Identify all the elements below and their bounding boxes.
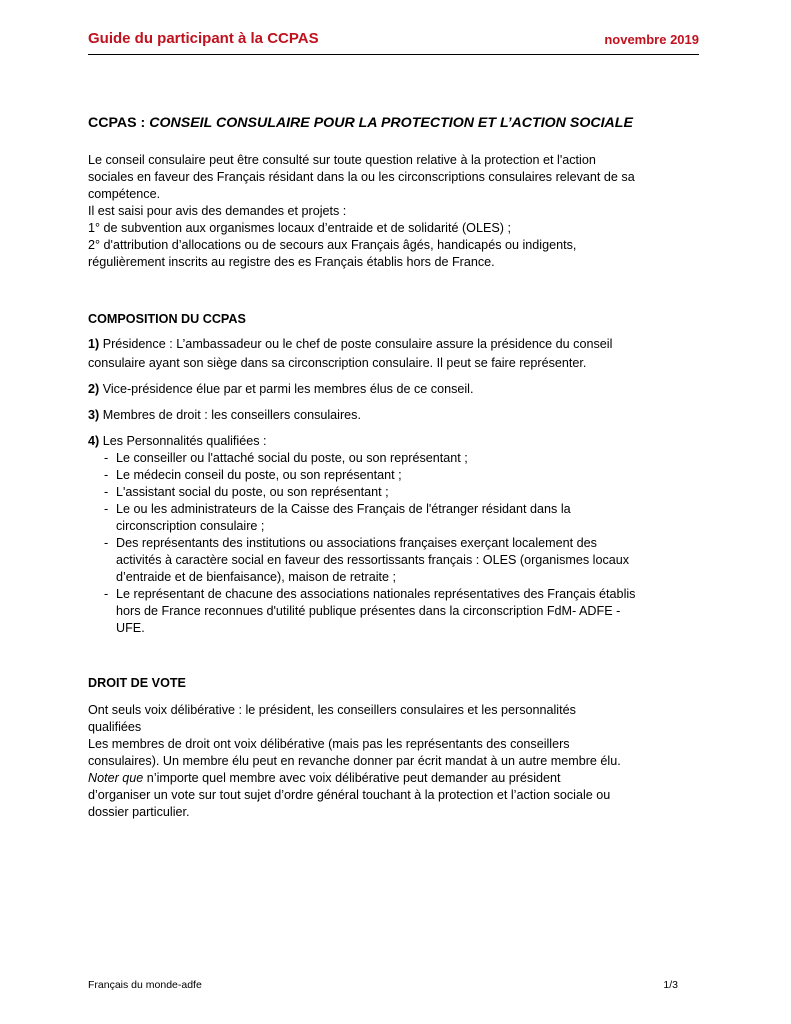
composition-item-4 — [88, 433, 708, 637]
list-item: - Le représentant de chacune des associations nationales représentatives des Français établis hors de France reconnues d'utilité publique présentes dans la circonscription FdM- ADFE - UFE. — [104, 586, 708, 637]
vote-line: Ont seuls voix délibérative : le président, les conseillers consulaires et les personnalités — [88, 703, 576, 717]
intro-line: Le conseil consulaire peut être consulté sur toute question relative à la protection et l'action — [88, 153, 596, 167]
intro-line: 1° de subvention aux organismes locaux d’entraide et de solidarité (OLES) ; — [88, 221, 511, 235]
item-text: Vice-présidence élue par et parmi les membres élus de ce conseil. — [99, 382, 474, 396]
composition-item-3 — [88, 407, 708, 424]
vote-section — [88, 675, 708, 821]
page-number: 1/3 — [663, 979, 678, 991]
composition-heading: COMPOSITION DU CCPAS — [88, 312, 246, 326]
vote-line: qualifiées — [88, 720, 142, 734]
page-header — [88, 30, 699, 55]
item-text: Membres de droit : les conseillers consulaires. — [99, 408, 361, 422]
document-title — [88, 113, 708, 133]
vote-heading: DROIT DE VOTE — [88, 676, 186, 690]
intro-line: sociales en faveur des Français résidant dans la ou les circonscriptions consulaires relevant de sa — [88, 170, 635, 184]
list-item: - Le conseiller ou l'attaché social du poste, ou son représentant ; — [104, 450, 708, 467]
vote-line: d’organiser un vote sur tout sujet d’ordre général touchant à la protection et l’action sociale ou — [88, 788, 611, 802]
list-item: - Des représentants des institutions ou associations françaises exerçant localement des activités à caractère social en faveur des ressortissants français : OLES (organismes locaux d’entraide et de bienfaisance), maison de retraite ; — [104, 535, 708, 586]
vote-line: Les membres de droit ont voix délibérative (mais pas les représentants des conseillers — [88, 737, 570, 751]
item-text: consulaire ayant son siège dans sa circonscription consulaire. Il peut se faire représenter. — [88, 356, 587, 370]
item-number: 3) — [88, 408, 100, 422]
intro-line: 2° d'attribution d’allocations ou de secours aux Français âgés, handicapés ou indigents, — [88, 238, 577, 252]
title-prefix: CCPAS : — [88, 115, 150, 131]
note-emphasis: Noter que — [88, 771, 144, 785]
item-number: 4) — [88, 434, 100, 448]
list-item: - Le médecin conseil du poste, ou son représentant ; — [104, 467, 708, 484]
intro-line: compétence. — [88, 187, 161, 201]
composition-item-2 — [88, 381, 708, 398]
item-number: 2) — [88, 382, 100, 396]
intro-line: régulièrement inscrits au registre des es Français établis hors de France. — [88, 255, 495, 269]
intro-line: Il est saisi pour avis des demandes et projets : — [88, 204, 347, 218]
vote-line: Noter que n’importe quel membre avec voix délibérative peut demander au président — [88, 771, 561, 785]
page-content — [88, 113, 708, 821]
header-title: Guide du participant à la CCPAS — [88, 30, 319, 47]
title-italic: CONSEIL CONSULAIRE POUR LA PROTECTION ET L’ACTION SOCIALE — [149, 115, 633, 131]
item-number: 1) — [88, 337, 100, 351]
list-item: - L'assistant social du poste, ou son représentant ; — [104, 484, 708, 501]
item-text: Présidence : L’ambassadeur ou le chef de poste consulaire assure la présidence du conseil — [99, 337, 613, 351]
composition-item-1 — [88, 336, 708, 372]
intro-section — [88, 152, 708, 271]
header-date: novembre 2019 — [604, 32, 699, 47]
qualified-persons-list — [88, 450, 708, 637]
item-text: Les Personnalités qualifiées : — [99, 434, 267, 448]
list-item: - Le ou les administrateurs de la Caisse des Français de l'étranger résidant dans la circonscription consulaire ; — [104, 501, 708, 535]
footer-organization: Français du monde-adfe — [88, 979, 202, 991]
composition-section — [88, 311, 708, 637]
vote-line: consulaires). Un membre élu peut en revanche donner par écrit mandat à un autre membre élu. — [88, 754, 621, 768]
vote-line: dossier particulier. — [88, 805, 190, 819]
